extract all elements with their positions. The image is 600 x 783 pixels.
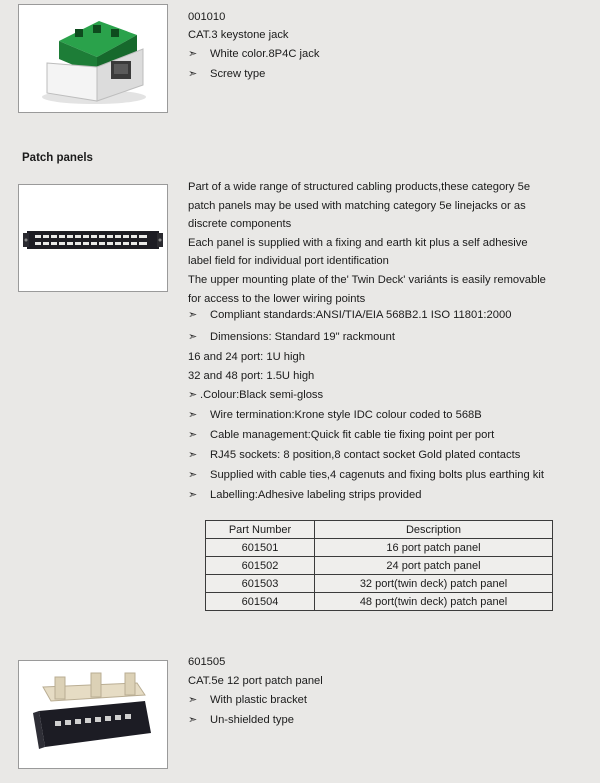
product1-bullet [188,45,319,64]
intro-line: discrete components [188,218,292,231]
intro-line: patch panels may be used with matching category 5e linejacks or as [188,199,526,212]
intro-line: Each panel is supplied with a fixing and earth kit plus a self adhesive [188,236,528,249]
product1-bullet-text: Screw type [210,68,266,80]
table-row [206,557,553,575]
description-cell: 16 port patch panel [315,539,553,557]
arrow-bullet-icon: ➣ [188,409,198,421]
column-header-description: Description [315,521,553,539]
table-row [206,575,553,593]
intro-line: Part of a wide range of structured cabling products,these category 5e [188,181,531,193]
spec-bullet [188,406,482,425]
product3-bullet [188,691,307,710]
arrow-bullet-icon: ➣ [188,331,198,343]
arrow-bullet-icon: ➣ [188,309,198,321]
intro-line: label field for individual port identification [188,255,389,268]
product3-title: CAT.5e 12 port patch panel [188,675,323,687]
spec-bullet [188,328,395,347]
part-number-cell: 601503 [206,575,315,593]
table-row [206,539,553,557]
spec-bullet [188,306,511,325]
spec-text: Dimensions: Standard 19" rackmount [210,331,395,343]
section-heading: Patch panels [22,152,93,164]
part-number-cell: 601501 [206,539,315,557]
keystone-jack-image [19,5,167,112]
spec-bullet [188,426,494,445]
keystone-jack-photo [18,4,168,113]
spec-text: Labelling:Adhesive labeling strips provided [210,489,422,501]
spec-bullet [188,466,544,485]
spec-text: .Colour:Black semi-gloss [200,389,324,401]
arrow-bullet-icon: ➣ [188,429,198,441]
intro-line: The upper mounting plate of the' Twin Deck' variánts is easily removable [188,273,546,286]
spec-text: Wire termination:Krone style IDC colour coded to 568B [210,409,482,421]
spec-sub-line: 32 and 48 port: 1.5U high [188,370,315,382]
part-number-cell: 601504 [206,593,315,611]
product1-code: 001010 [188,11,226,23]
arrow-bullet-icon: ➣ [188,389,198,401]
arrow-bullet-icon: ➣ [188,68,198,80]
spec-text: Compliant standards:ANSI/TIA/EIA 568B2.1 ISO 11801:2000 [210,309,512,321]
arrow-bullet-icon: ➣ [188,469,198,481]
spec-text: Supplied with cable ties,4 cagenuts and fixing bolts plus earthing kit [210,469,544,481]
spec-bullet [188,386,323,405]
product1-bullet-text: White color.8P4C jack [210,48,320,60]
intro-line: for access to the lower wiring points [188,292,366,305]
arrow-bullet-icon: ➣ [188,48,198,60]
table-header-row [206,521,553,539]
patch-panel-image [19,185,167,291]
spec-bullet [188,486,421,505]
part-number-cell: 601502 [206,557,315,575]
arrow-bullet-icon: ➣ [188,449,198,461]
product1-bullet [188,65,265,84]
description-cell: 24 port patch panel [315,557,553,575]
description-cell: 48 port(twin deck) patch panel [315,593,553,611]
patch-panel-12port-photo [18,660,168,769]
product1-title: CAT.3 keystone jack [188,29,289,41]
arrow-bullet-icon: ➣ [188,489,198,501]
product3-bullet-text: Un-shielded type [210,714,294,726]
spec-text: Cable management:Quick fit cable tie fixing point per port [210,429,495,441]
product3-bullet-text: With plastic bracket [210,694,307,706]
patch-panel-intro [188,178,560,308]
product3-code: 601505 [188,656,226,668]
arrow-bullet-icon: ➣ [188,694,198,706]
part-number-table [205,520,553,611]
spec-text: RJ45 sockets: 8 position,8 contact socket Gold plated contacts [210,449,521,461]
spec-sub-line: 16 and 24 port: 1U high [188,351,305,363]
arrow-bullet-icon: ➣ [188,714,198,726]
table-row [206,593,553,611]
product3-bullet [188,711,294,730]
spec-bullet [188,446,520,465]
patch-panel-12port-image [19,661,167,768]
column-header-part-number: Part Number [206,521,315,539]
patch-panel-photo [18,184,168,292]
description-cell: 32 port(twin deck) patch panel [315,575,553,593]
